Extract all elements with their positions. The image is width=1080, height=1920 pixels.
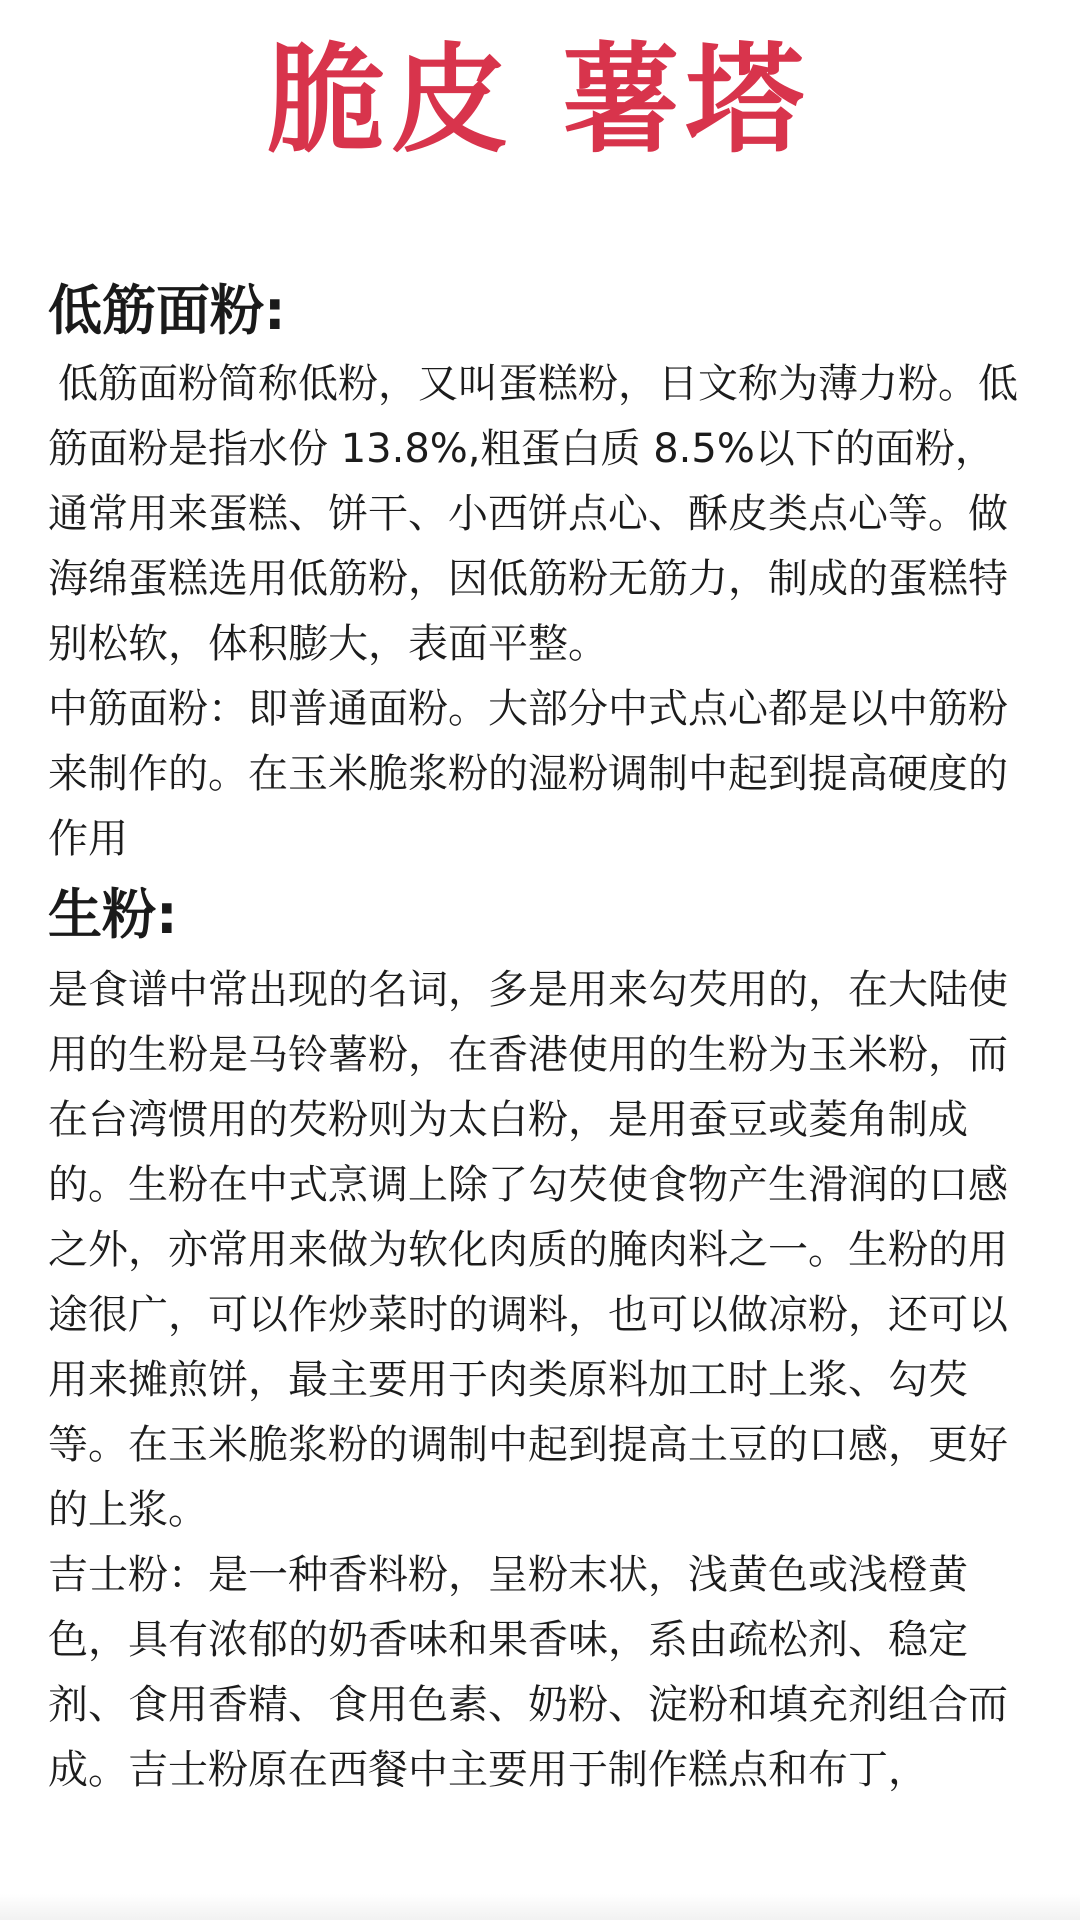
paragraph-medium-gluten-flour: 中筋面粉：即普通面粉。大部分中式点心都是以中筋粉来制作的。在玉米脆浆粉的湿粉调制中起到提高硬度的作用 — [48, 686, 1008, 862]
paragraph-low-gluten-flour: 低筋面粉简称低粉，又叫蛋糕粉，日文称为薄力粉。低筋面粉是指水份 13.8%,粗蛋白质 8.5%以下的面粉，通常用来蛋糕、饼干、小西饼点心、酥皮类点心等。做海绵蛋糕选用低筋粉，因低筋粉无筋力，制成的蛋糕特别松软，体积膨大，表面平整。 — [48, 361, 1018, 667]
page-title: 脆皮 薯塔 — [266, 31, 810, 169]
paragraph-custard-powder: 吉士粉：是一种香料粉，呈粉末状，浅黄色或浅橙黄色，具有浓郁的奶香味和果香味，系由疏松剂、稳定剂、食用香精、食用色素、奶粉、淀粉和填充剂组合而成。吉士粉原在西餐中主要用于制作糕点和布丁， — [48, 1552, 1008, 1793]
paragraph-starch: 是食谱中常出现的名词，多是用来勾芡用的，在大陆使用的生粉是马铃薯粉，在香港使用的生粉为玉米粉，而在台湾惯用的芡粉则为太白粉，是用蚕豆或菱角制成的。生粉在中式烹调上除了勾芡使食物产生滑润的口感之外，亦常用来做为软化肉质的腌肉料之一。生粉的用途很广，可以作炒菜时的调料，也可以做凉粉，还可以用来摊煎饼，最主要用于肉类原料加工时上浆、勾芡等。在玉米脆浆粉的调制中起到提高土豆的口感，更好的上浆。 — [48, 967, 1008, 1533]
section-heading-low-gluten-flour: 低筋面粉: — [48, 279, 286, 342]
section-heading-starch: 生粉: — [48, 883, 178, 946]
bottom-edge-shadow — [0, 1894, 1080, 1920]
